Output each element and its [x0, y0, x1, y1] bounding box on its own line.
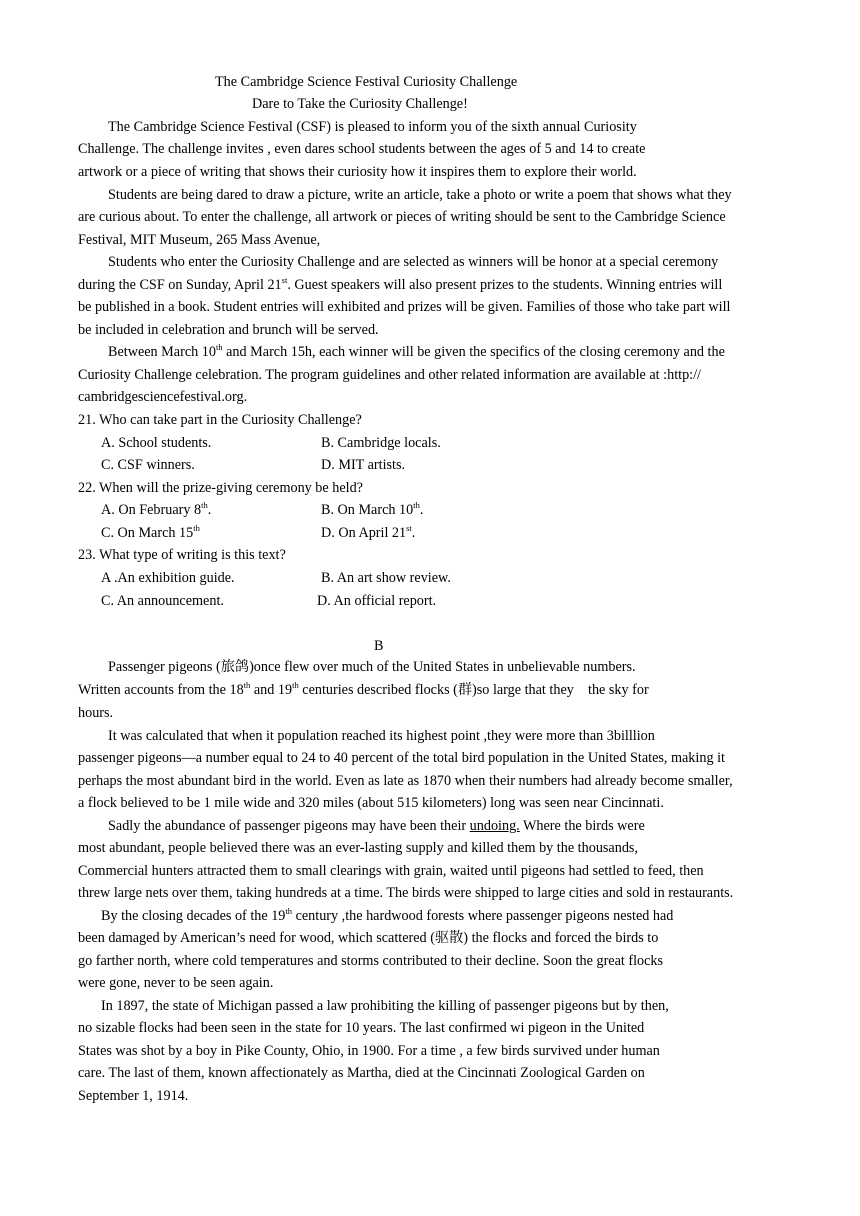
text-span: during the CSF on Sunday, April 21 [78, 277, 282, 293]
paragraph-line: Passenger pigeons (旅鸽)once flew over much of the United States in unbelievable numbers. [108, 659, 636, 675]
paragraph-line [78, 276, 722, 294]
text-span: Written accounts from the 18 [78, 682, 244, 698]
paragraph-line: Curiosity Challenge celebration. The program guidelines and other related information are available at :http:// [78, 367, 701, 383]
option-b: B. An art show review. [321, 570, 451, 586]
paragraph-line: be included in celebration and brunch will be served. [78, 322, 379, 338]
superscript: st [406, 523, 412, 533]
option-b [321, 501, 423, 519]
paragraph-line: Students who enter the Curiosity Challenge and are selected as winners will be honor at a special ceremony [108, 254, 719, 270]
paragraph-line: a flock believed to be 1 mile wide and 320 miles (about 515 kilometers) long was seen near Cincinnati. [78, 795, 664, 811]
text-span: . Guest speakers will also present prizes to the students. Winning entries will [287, 277, 723, 293]
text-span: C. On March 15 [101, 525, 194, 541]
text-span: Sadly the abundance of passenger pigeons may have been their [108, 818, 470, 834]
paragraph-line: perhaps the most abundant bird in the world. Even as late as 1870 when their numbers had already become smaller, [78, 773, 733, 789]
superscript: th [285, 906, 293, 916]
page-title: The Cambridge Science Festival Curiosity Challenge [215, 74, 518, 90]
paragraph-line: It was calculated that when it population reached its highest point ,they were more than 3billlion [108, 728, 655, 744]
paragraph-line: September 1, 1914. [78, 1088, 189, 1104]
question-21: 21. Who can take part in the Curiosity Challenge? [78, 412, 362, 428]
text-span: By the closing decades of the 19 [101, 908, 286, 924]
text-span: Between March 10 [108, 344, 216, 360]
paragraph-line [108, 343, 725, 361]
text-span: B. On March 10 [321, 502, 414, 518]
paragraph-line: cambridgesciencefestival.org. [78, 389, 248, 405]
underlined-word: undoing. [469, 818, 520, 834]
paragraph-line: artwork or a piece of writing that shows their curiosity how it inspires them to explore their world. [78, 164, 637, 180]
paragraph-line: be published in a book. Student entries will exhibited and prizes will be given. Families of those who take part will [78, 299, 731, 315]
page-subtitle: Dare to Take the Curiosity Challenge! [252, 96, 468, 112]
text-span: A. On February 8 [101, 502, 202, 518]
paragraph-line: threw large nets over them, taking hundreds at a time. The birds were shipped to large cities and sold in restaurants. [78, 885, 734, 901]
paragraph-line [101, 907, 673, 925]
paragraph-line: no sizable flocks had been seen in the state for 10 years. The last confirmed wi pigeon in the United [78, 1020, 645, 1036]
text-span: . [207, 502, 212, 518]
paragraph-line: In 1897, the state of Michigan passed a law prohibiting the killing of passenger pigeons but by then, [101, 998, 669, 1014]
paragraph-line: are curious about. To enter the challenge, all artwork or pieces of writing should be sent to the Cambridge Science [78, 209, 726, 225]
paragraph-line: Students are being dared to draw a picture, write an article, take a photo or write a poem that shows what they [108, 187, 732, 203]
paragraph-line: The Cambridge Science Festival (CSF) is pleased to inform you of the sixth annual Curiosity [108, 119, 637, 135]
question-23: 23. What type of writing is this text? [78, 547, 286, 563]
option-a [101, 501, 211, 519]
superscript: th [243, 680, 251, 690]
option-c: C. An announcement. [101, 593, 224, 609]
paragraph-line: States was shot by a boy in Pike County, Ohio, in 1900. For a time , a few birds survived under human [78, 1043, 660, 1059]
superscript: th [413, 500, 420, 510]
paragraph-line: Commercial hunters attracted them to small clearings with grain, waited until pigeons had settled to feed, then [78, 863, 704, 879]
option-c [101, 524, 200, 542]
option-b: B. Cambridge locals. [321, 435, 441, 451]
text-span: and 19 [250, 682, 293, 698]
paragraph-line [108, 817, 645, 835]
paragraph-line: most abundant, people believed there was an ever-lasting supply and killed them by the thousands, [78, 840, 638, 856]
text-span: and March 15h, each winner will be given the specifics of the closing ceremony and the [222, 344, 725, 360]
option-a: A .An exhibition guide. [101, 570, 235, 586]
superscript: th [215, 342, 223, 352]
paragraph-line: passenger pigeons—a number equal to 24 to 40 percent of the total bird population in the United States, making it [78, 750, 725, 766]
text-span: century ,the hardwood forests where passenger pigeons nested had [292, 908, 674, 924]
option-c: C. CSF winners. [101, 457, 195, 473]
paragraph-line: hours. [78, 705, 114, 721]
text-span: D. On April 21 [321, 525, 407, 541]
paragraph-line [78, 681, 649, 699]
option-d: D. An official report. [317, 593, 437, 609]
paragraph-line: were gone, never to be seen again. [78, 975, 274, 991]
text-span: centuries described flocks (群)so large that they the sky for [298, 682, 649, 698]
paragraph-line: been damaged by American’s need for wood, which scattered (驱散) the flocks and forced the birds to [78, 930, 659, 946]
superscript: th [193, 523, 200, 533]
option-d [321, 524, 415, 542]
text-span: . [411, 525, 416, 541]
question-22: 22. When will the prize-giving ceremony be held? [78, 480, 363, 496]
paragraph-line: go farther north, where cold temperatures and storms contributed to their decline. Soon the great flocks [78, 953, 664, 969]
text-span: Where the birds were [519, 818, 645, 834]
section-heading: B [374, 638, 384, 654]
paragraph-line: Festival, MIT Museum, 265 Mass Avenue, [78, 232, 321, 248]
superscript: th [292, 680, 299, 690]
option-a: A. School students. [101, 435, 212, 451]
superscript: th [201, 500, 208, 510]
paragraph-line: Challenge. The challenge invites , even dares school students between the ages of 5 and 14 to create [78, 141, 646, 157]
paragraph-line: care. The last of them, known affectionately as Martha, died at the Cincinnati Zoological Garden on [78, 1065, 645, 1081]
text-span: . [419, 502, 424, 518]
superscript: st [281, 275, 288, 285]
option-d: D. MIT artists. [321, 457, 406, 473]
